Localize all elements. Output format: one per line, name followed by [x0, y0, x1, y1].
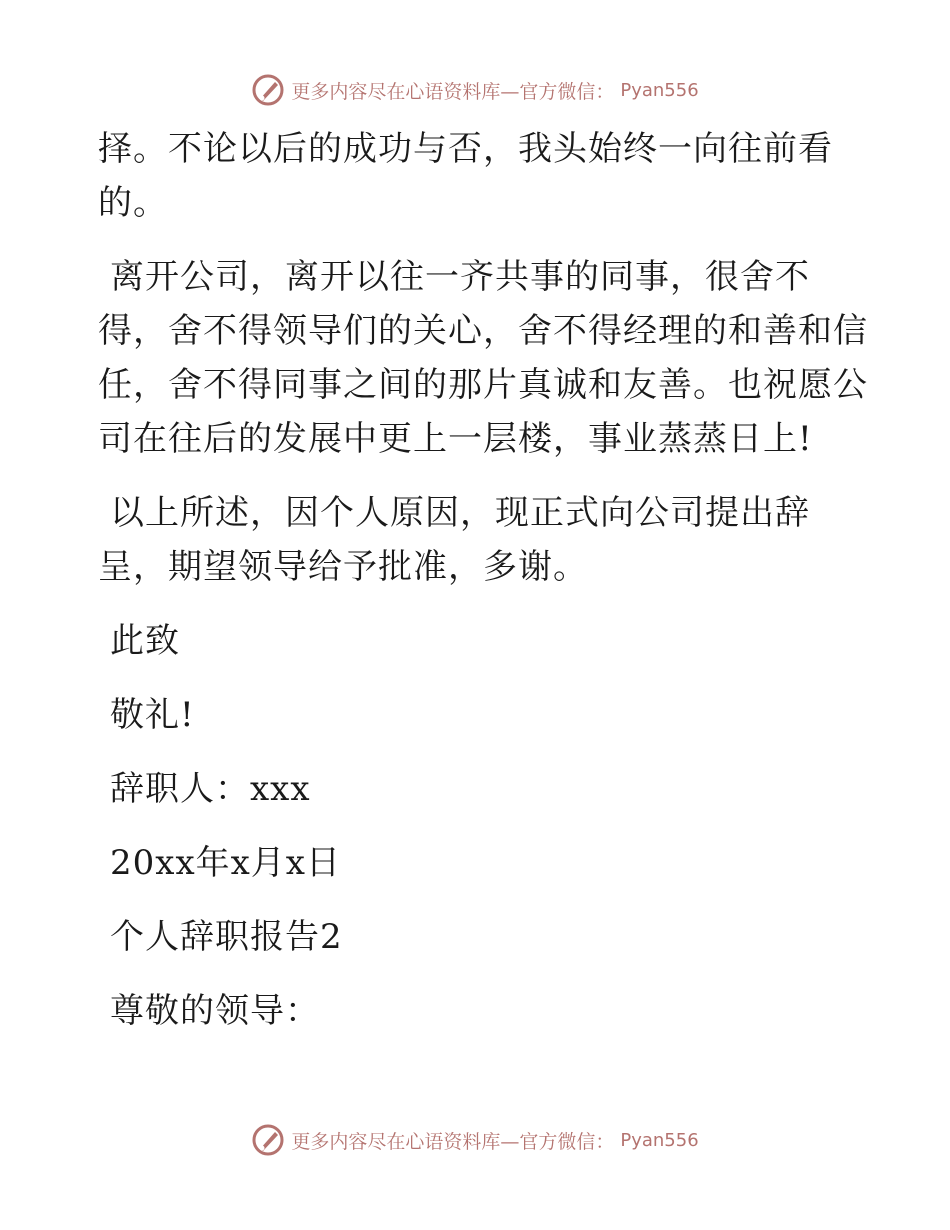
paragraph-3 — [98, 486, 858, 594]
respect-line: 敬礼! — [110, 695, 195, 735]
paragraph-2 — [98, 250, 868, 466]
pen-logo-icon — [251, 73, 285, 107]
text-line: 以上所述，因个人原因，现正式向公司提出辞 — [110, 493, 810, 533]
signer-line: 辞职人：xxx — [110, 769, 311, 809]
date-line: 20xx年x月x日 — [110, 843, 341, 883]
pen-logo-icon — [251, 1123, 285, 1157]
watermark-text: 更多内容尽在心语资料库—官方微信： — [291, 80, 615, 103]
text-line: 的。 — [98, 183, 168, 223]
greeting-line: 尊敬的领导： — [110, 991, 320, 1031]
text-line: 离开公司，离开以往一齐共事的同事，很舍不 — [110, 257, 810, 297]
text-line: 司在往后的发展中更上一层楼，事业蒸蒸日上! — [98, 419, 813, 459]
text-line: 呈，期望领导给予批准，多谢。 — [98, 547, 588, 587]
document-body — [98, 122, 868, 1058]
watermark-id: Pyan556 — [620, 79, 699, 101]
text-line: 任，舍不得同事之间的那片真诚和友善。也祝愿公 — [98, 365, 868, 405]
watermark-id: Pyan556 — [620, 1129, 699, 1151]
footer-watermark — [0, 1120, 950, 1160]
header-watermark — [0, 70, 950, 110]
watermark-text: 更多内容尽在心语资料库—官方微信： — [291, 1130, 615, 1153]
paragraph-1 — [98, 122, 858, 230]
section-title: 个人辞职报告2 — [110, 917, 343, 957]
salutation: 此致 — [110, 621, 180, 661]
text-line: 择。不论以后的成功与否，我头始终一向往前看 — [98, 129, 833, 169]
text-line: 得，舍不得领导们的关心，舍不得经理的和善和信 — [98, 311, 868, 351]
